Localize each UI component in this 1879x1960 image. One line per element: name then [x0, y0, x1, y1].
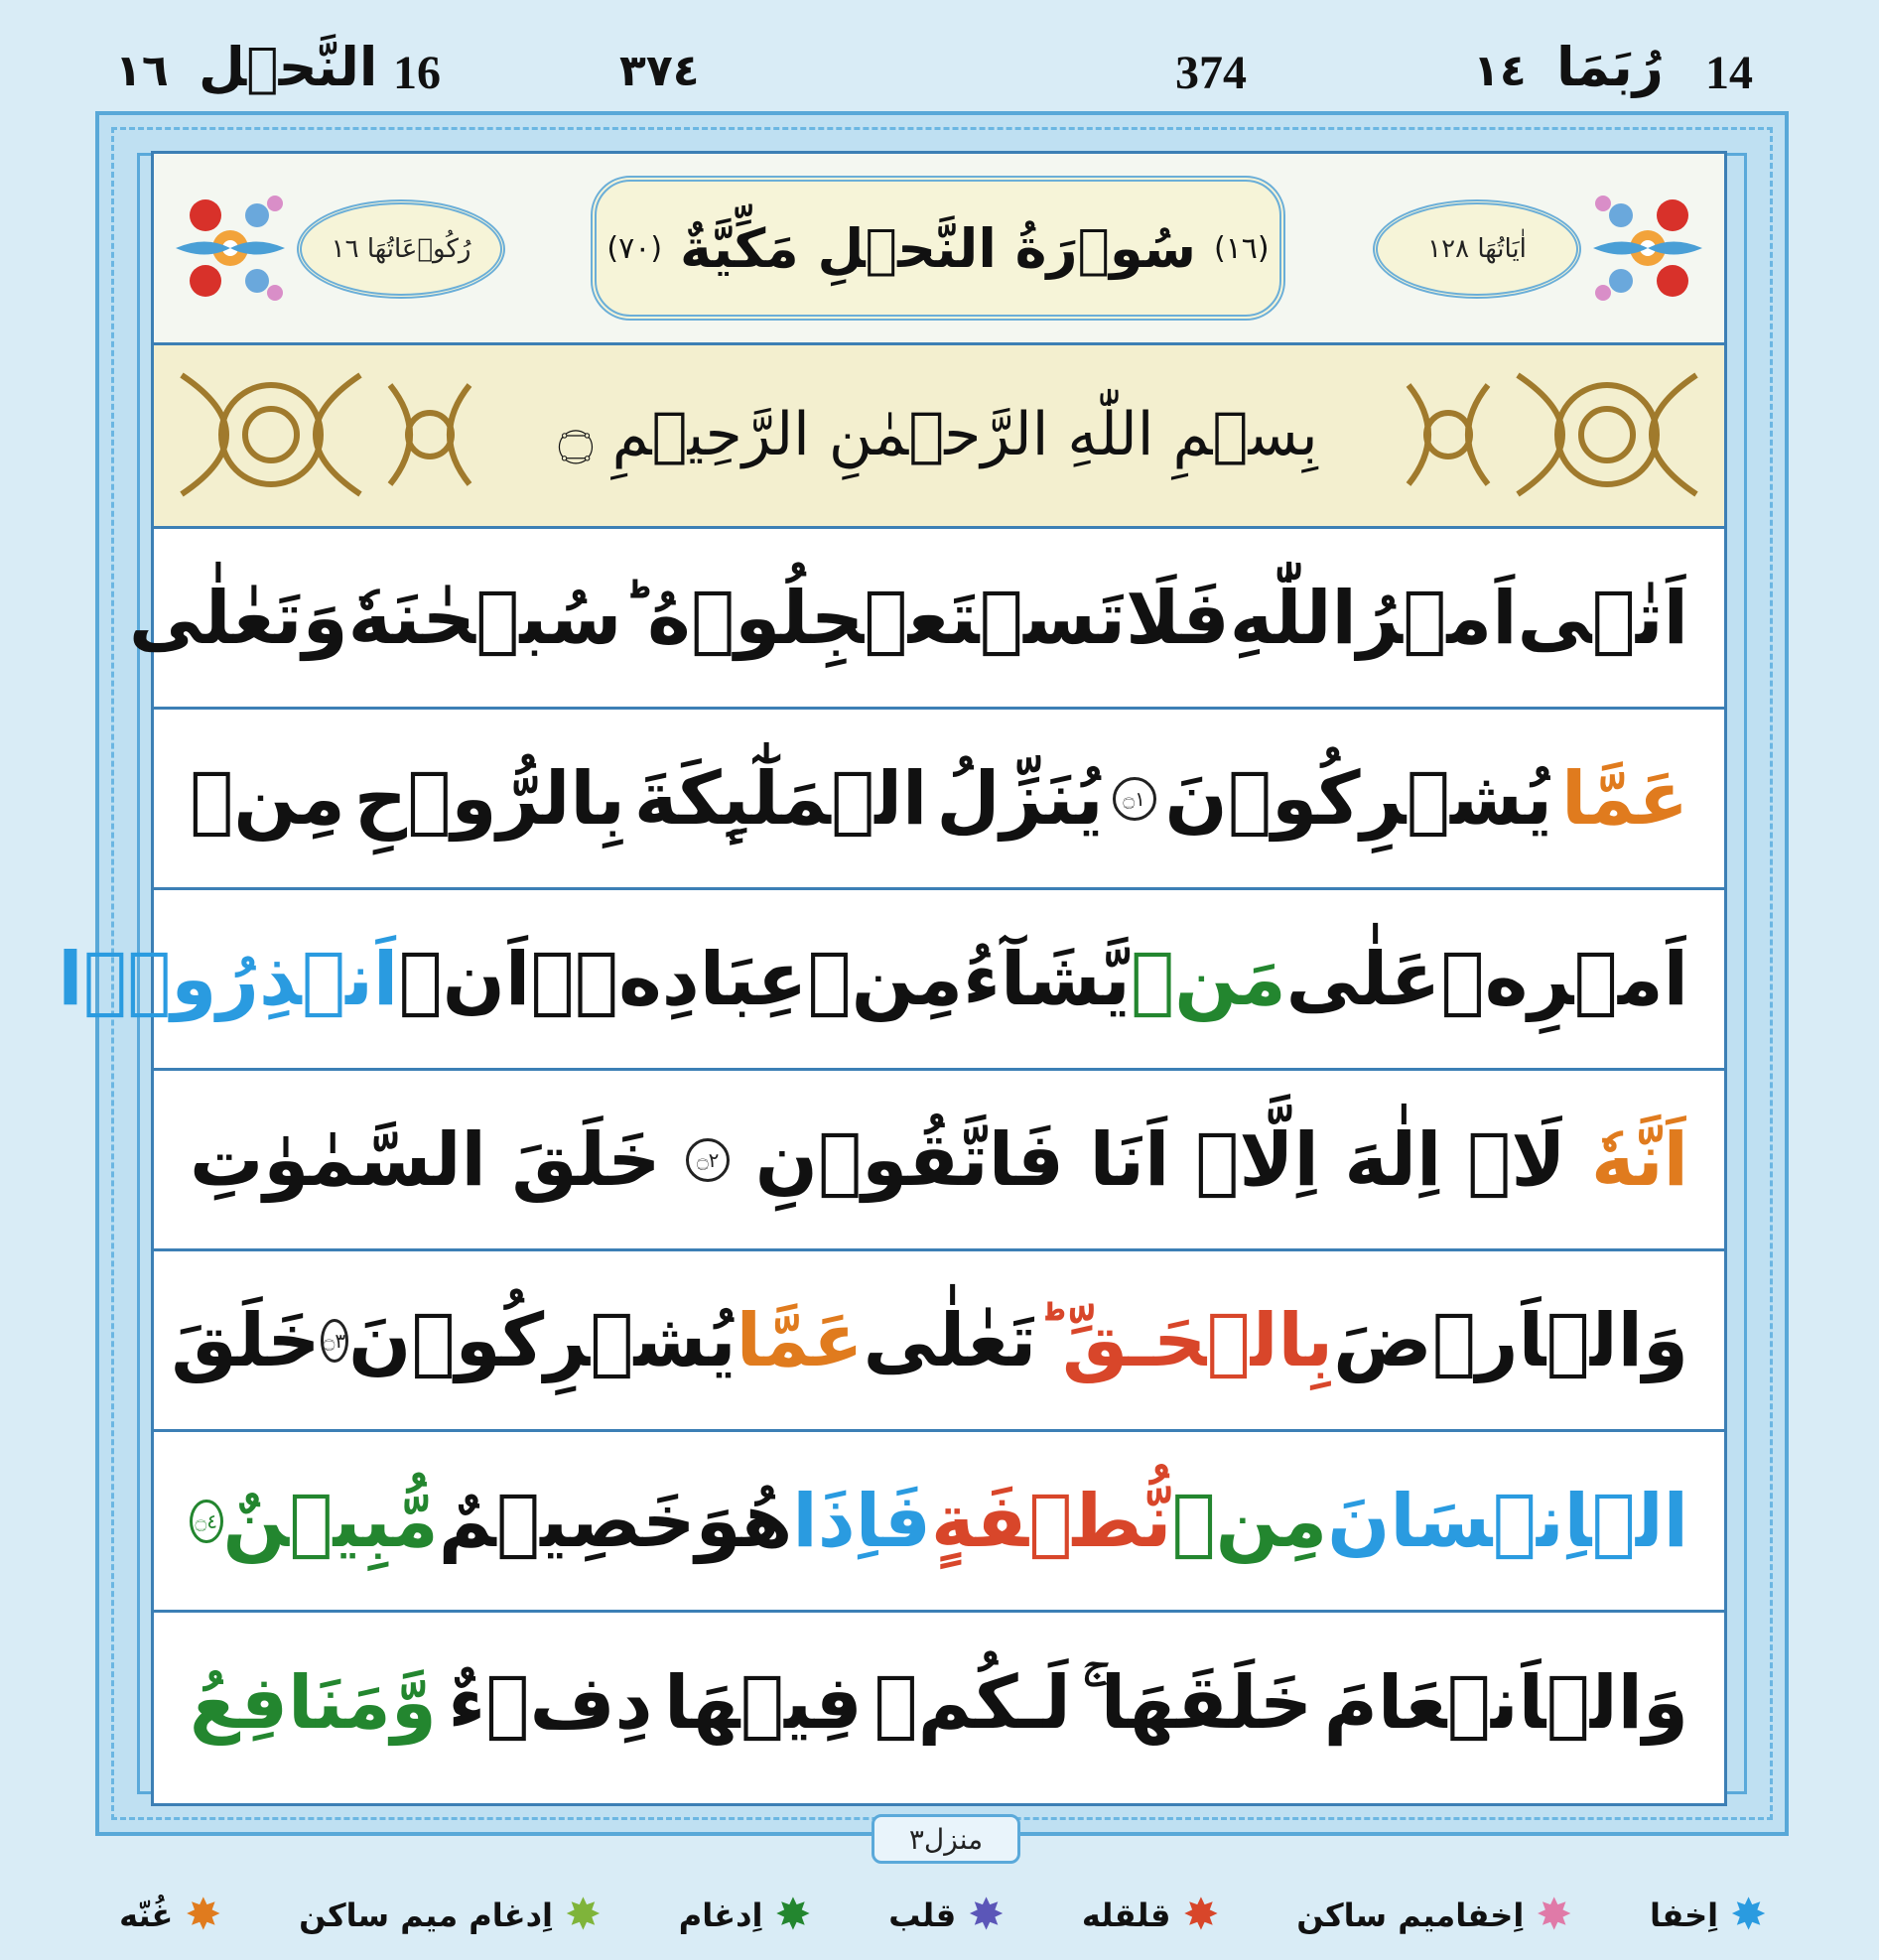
- word: اللّٰهِ: [1229, 575, 1357, 661]
- word: الۡاِنۡسَانَ: [1327, 1478, 1688, 1564]
- legend-label: اِخفامیم ساکن: [1296, 1896, 1525, 1934]
- legend-item: [1296, 1890, 1573, 1940]
- word: خَصِيۡمٌ: [438, 1478, 696, 1564]
- floral-ornament-icon: [1583, 176, 1712, 321]
- surah-title-cartouche: [591, 176, 1285, 321]
- word: بِالۡحَـقِّ ؕ: [1036, 1297, 1334, 1383]
- ayat-count: اٰيَاتُهَا ١٢٨: [1373, 199, 1581, 299]
- word: تَسۡتَعۡجِلُوۡهُ ؕ: [621, 575, 1127, 661]
- word: فِيۡهَا: [664, 1660, 863, 1746]
- legend-item: [1650, 1890, 1767, 1940]
- legend-item: [1081, 1890, 1220, 1940]
- word: يُشۡرِكُوۡنَ: [1164, 755, 1553, 842]
- floral-ornament-icon: [166, 176, 295, 321]
- word: مِنۡ: [1171, 1478, 1328, 1564]
- star-icon: ✸: [1536, 1890, 1573, 1940]
- word: اَنۡذِرُوۡۤا: [58, 936, 399, 1022]
- manzil-label: منزل٣: [872, 1814, 1020, 1864]
- word: اَمۡرُ: [1356, 575, 1518, 661]
- star-icon: ✸: [1182, 1890, 1220, 1940]
- verse-line-2: [154, 710, 1724, 890]
- revelation-order: (٧٠): [606, 230, 663, 266]
- word: مِنۡ: [190, 755, 345, 842]
- word: بِالرُّوۡحِ: [353, 755, 625, 842]
- word: فَاِذَا: [792, 1478, 931, 1564]
- legend-item: [888, 1890, 1006, 1940]
- word: الۡمَلٰٓٮِٕكَةَ: [633, 755, 928, 842]
- word: مَنۡ: [1130, 936, 1286, 1022]
- arabesque-ornament-icon: [162, 355, 489, 514]
- surah-number-arabic: ١٦: [115, 46, 169, 96]
- word: فَلَا: [1126, 575, 1230, 661]
- legend-label: قلب: [888, 1896, 957, 1934]
- word: اَمۡرِهٖ: [1440, 936, 1688, 1022]
- page-number-arabic: ٣٧٤: [619, 46, 700, 96]
- surah-title: سُوۡرَةُ النَّحۡلِ مَكِّيَّةٌ: [680, 216, 1196, 280]
- ayah-marker: ۝٣: [321, 1319, 348, 1363]
- juz-number-latin: 14: [1705, 47, 1753, 99]
- word: اَنۡ: [398, 936, 531, 1022]
- tajweed-legend: [119, 1886, 1767, 1945]
- verse-line-1: [128, 529, 1724, 710]
- word: خَلَقَ: [171, 1297, 321, 1383]
- legend-label: غُنّه: [119, 1896, 174, 1934]
- word: اَنَّهٗ: [1590, 1116, 1688, 1203]
- verse-line-6: [154, 1432, 1724, 1613]
- legend-item: [299, 1890, 602, 1940]
- word: اِلَّاۤ: [1194, 1116, 1319, 1203]
- word: السَّمٰوٰتِ: [190, 1116, 486, 1203]
- verse-lines: [58, 529, 1724, 1793]
- word: اَنَا: [1089, 1116, 1170, 1203]
- word: عَمَّا: [1561, 755, 1688, 842]
- word: عَلٰى: [1285, 936, 1441, 1022]
- word: اَتٰۤى: [1517, 575, 1688, 661]
- verse-line-7: [154, 1613, 1724, 1793]
- juz-name: رُبَمَا: [1556, 36, 1664, 98]
- ruku-count: رُكُوۡعَاتُهَا ١٦: [297, 199, 505, 299]
- quran-page: [58, 151, 1727, 1806]
- verse-line-4: [154, 1071, 1724, 1251]
- word: سُبۡحٰنَهٗ: [347, 575, 622, 661]
- word: خَلَقَ: [511, 1116, 661, 1203]
- word: تَعٰلٰى: [863, 1297, 1037, 1383]
- legend-item: [119, 1890, 222, 1940]
- word: عَمَّا: [736, 1297, 864, 1383]
- legend-item: [678, 1890, 812, 1940]
- word: مُّبِيۡنٌ: [222, 1478, 439, 1564]
- ayah-marker: ۝٤: [190, 1500, 223, 1543]
- surah-header: [154, 154, 1724, 345]
- legend-label: قلقله: [1081, 1896, 1171, 1934]
- juz-number-arabic: ١٤: [1473, 46, 1527, 96]
- word: يُشۡرِكُوۡنَ: [348, 1297, 737, 1383]
- star-icon: ✸: [565, 1890, 602, 1940]
- word: تَعٰلٰى: [128, 575, 303, 661]
- word: فَاتَّقُوۡنِ: [754, 1116, 1064, 1203]
- word: هُوَ: [695, 1478, 793, 1564]
- arabesque-ornament-icon: [1389, 355, 1716, 514]
- surah-name: النَّحۡل: [199, 36, 378, 98]
- surah-order: (١٦): [1213, 230, 1270, 266]
- star-icon: ✸: [968, 1890, 1006, 1940]
- star-icon: ✸: [1730, 1890, 1767, 1940]
- bismillah: بِسۡمِ اللّٰهِ الرَّحۡمٰنِ الرَّحِيۡمِ ۝: [558, 400, 1318, 469]
- word: دِفۡءٌ: [448, 1660, 653, 1746]
- surah-number-latin: 16: [393, 47, 441, 99]
- legend-label: اِدغام میم ساکن: [299, 1896, 554, 1934]
- word: لَـكُمۡ: [873, 1660, 1071, 1746]
- word: وَّمَنَافِعُ: [190, 1660, 437, 1746]
- word: وَالۡاَرۡضَ: [1333, 1297, 1688, 1383]
- star-icon: ✸: [185, 1890, 222, 1940]
- star-icon: ✸: [774, 1890, 812, 1940]
- legend-label: اِدغام: [678, 1896, 763, 1934]
- word: وَالۡاَنۡعَامَ: [1323, 1660, 1688, 1746]
- word: مِنۡ: [807, 936, 964, 1022]
- verse-line-3: [58, 890, 1724, 1071]
- word: خَلَقَهَا ۚ: [1082, 1659, 1313, 1746]
- verse-line-5: [154, 1251, 1724, 1432]
- ayah-marker: ۝١: [1113, 777, 1156, 821]
- legend-label: اِخفا: [1650, 1896, 1719, 1934]
- word: يَّشَآءُ: [963, 936, 1131, 1022]
- bismillah-band: [154, 345, 1724, 529]
- word: اِلٰهَ: [1344, 1116, 1442, 1203]
- word: يُنَزِّلُ: [936, 755, 1104, 842]
- page-header: [0, 0, 1879, 117]
- ayah-marker: ۝٢: [686, 1138, 730, 1182]
- word: نُّطۡفَةٍ: [930, 1478, 1172, 1564]
- word: لَاۤ: [1466, 1116, 1566, 1203]
- word: عِبَادِهٖۤ: [530, 936, 808, 1022]
- page-number-latin: 374: [1175, 47, 1247, 99]
- word: وَ: [302, 575, 348, 661]
